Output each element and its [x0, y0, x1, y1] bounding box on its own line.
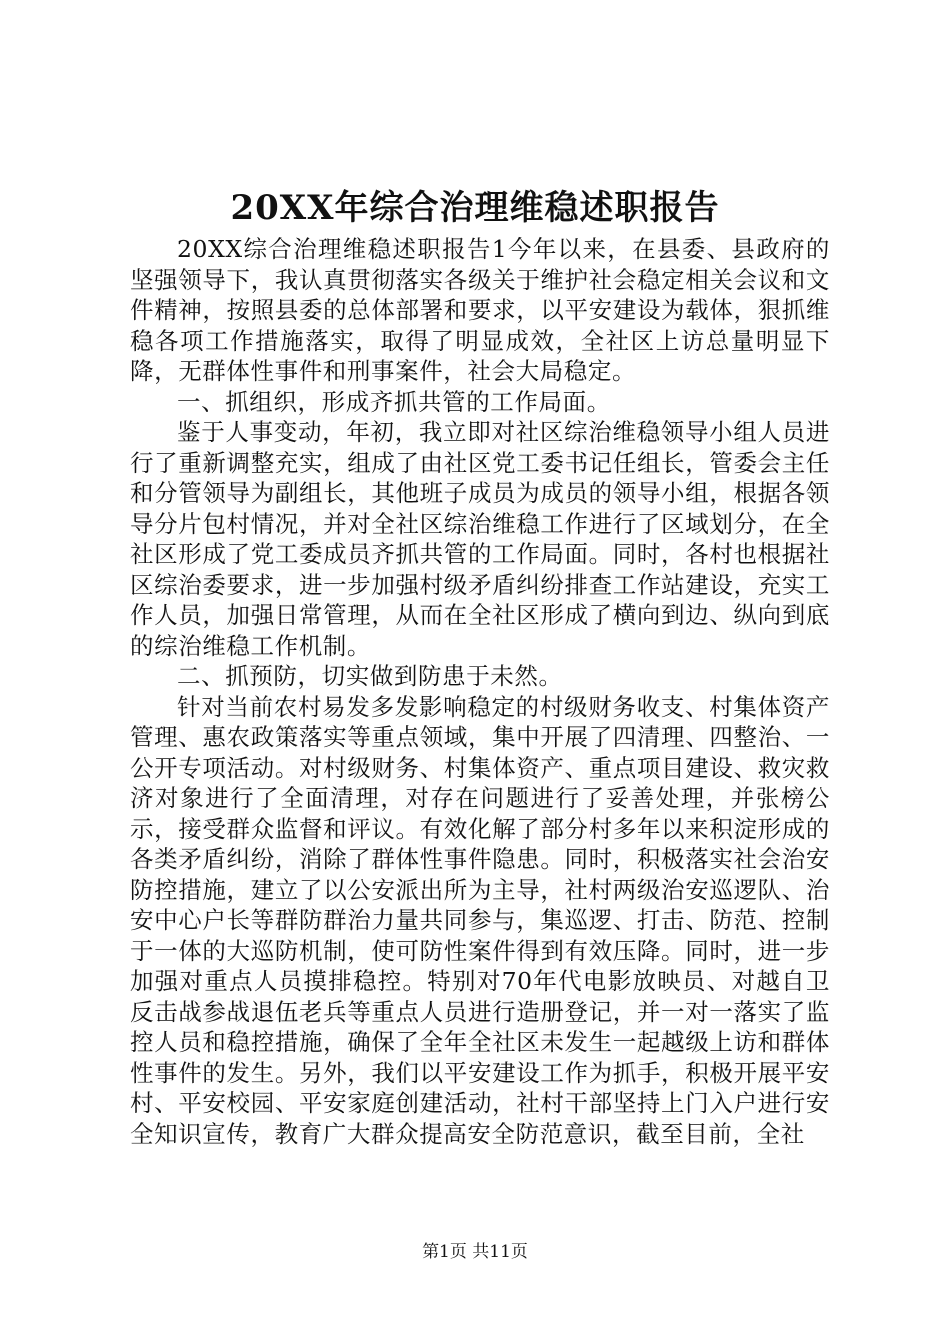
paragraph-section-1: 鉴于人事变动，年初，我立即对社区综治维稳领导小组人员进行了重新调整充实，组成了由社区党工委书记任组长，管委会主任和分管领导为副组长，其他班子成员为成员的领导小组，根据各领导分片包村情况，并对全社区综治维稳工作进行了区域划分，在全社区形成了党工委成员齐抓共管的工作局面。同时，各村也根据社区综治委要求，进一步加强村级矛盾纠纷排查工作站建设，充实工作人员，加强日常管理，从而在全社区形成了横向到边、纵向到底的综治维稳工作机制。: [130, 418, 830, 660]
paragraph-intro: 20XX综合治理维稳述职报告1今年以来，在县委、县政府的坚强领导下，我认真贯彻落实各级关于维护社会稳定相关会议和文件精神，按照县委的总体部署和要求，以平安建设为载体，狠抓维稳各项工作措施落实，取得了明显成效，全社区上访总量明显下降，无群体性事件和刑事案件，社会大局稳定。: [130, 235, 830, 385]
section-heading-1: 一、抓组织，形成齐抓共管的工作局面。: [177, 387, 611, 416]
document-title: 20XX年综合治理维稳述职报告: [230, 188, 720, 228]
page-number-footer: 第1页 共11页: [422, 1242, 528, 1262]
paragraph-section-2: 针对当前农村易发多发影响稳定的村级财务收支、村集体资产管理、惠农政策落实等重点领域，集中开展了四清理、四整治、一公开专项活动。对村级财务、村集体资产、重点项目建设、救灾救济对象进行了全面清理，对存在问题进行了妥善处理，并张榜公示，接受群众监督和评议。有效化解了部分村多年以来积淀形成的各类矛盾纠纷，消除了群体性事件隐患。同时，积极落实社会治安防控措施，建立了以公安派出所为主导，社村两级治安巡逻队、治安中心户长等群防群治力量共同参与，集巡逻、打击、防范、控制于一体的大巡防机制，使可防性案件得到有效压降。同时，进一步加强对重点人员摸排稳控。特别对70年代电影放映员、对越自卫反击战参战退伍老兵等重点人员进行造册登记，并一对一落实了监控人员和稳控措施，确保了全年全社区未发生一起越级上访和群体性事件的发生。另外，我们以平安建设工作为抓手，积极开展平安村、平安校园、平安家庭创建活动，社村干部坚持上门入户进行安全知识宣传，教育广大群众提高安全防范意识，截至目前，全社: [130, 692, 830, 1148]
document-body: [130, 234, 830, 1149]
section-heading-2: 二、抓预防，切实做到防患于未然。: [177, 662, 563, 690]
